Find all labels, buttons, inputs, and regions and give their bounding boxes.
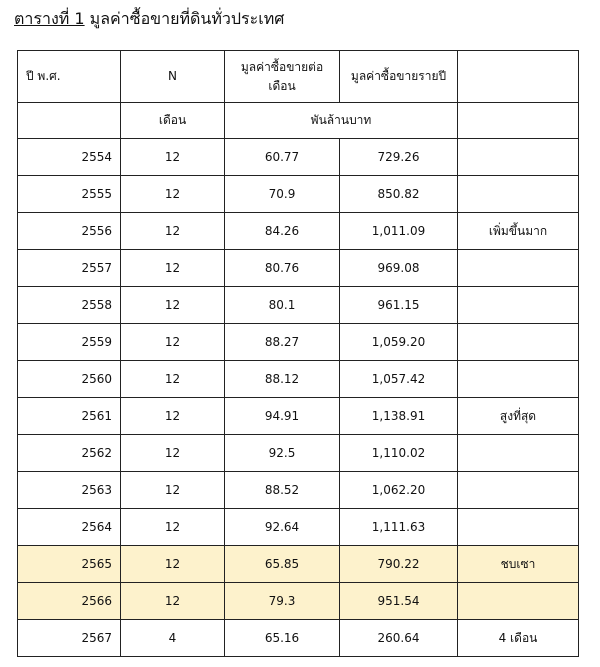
monthly-value-cell: 92.5 [225,435,340,472]
table-row [18,139,579,176]
year-cell: 2557 [18,250,121,287]
monthly-value-cell: 84.26 [225,213,340,250]
land-trade-table [17,50,579,657]
table-row [18,176,579,213]
n-cell: 12 [121,324,225,361]
table-row [18,213,579,250]
n-cell: 12 [121,546,225,583]
n-cell: 12 [121,472,225,509]
n-cell: 12 [121,250,225,287]
table-body [18,51,579,657]
monthly-value-cell: 80.76 [225,250,340,287]
n-cell: 4 [121,620,225,657]
note-cell: 4 เดือน [458,620,579,657]
table-row [18,398,579,435]
note-cell [458,583,579,620]
table-row [18,620,579,657]
annual-value-cell: 969.08 [340,250,458,287]
year-cell: 2564 [18,509,121,546]
table-row [18,287,579,324]
annual-value-cell: 729.26 [340,139,458,176]
annual-value-cell: 1,011.09 [340,213,458,250]
table-row [18,472,579,509]
table-row [18,546,579,583]
note-cell [458,509,579,546]
annual-value-cell: 790.22 [340,546,458,583]
annual-value-cell: 1,057.42 [340,361,458,398]
monthly-value-cell: 65.85 [225,546,340,583]
annual-value-cell: 951.54 [340,583,458,620]
note-cell [458,139,579,176]
year-cell: 2563 [18,472,121,509]
monthly-value-cell: 60.77 [225,139,340,176]
table-title: มูลค่าซื้อขายที่ดินทั่วประเทศ [84,9,285,28]
year-cell: 2558 [18,287,121,324]
year-cell: 2555 [18,176,121,213]
annual-value-cell: 1,062.20 [340,472,458,509]
n-cell: 12 [121,361,225,398]
n-cell: 12 [121,176,225,213]
table-row [18,250,579,287]
note-cell [458,435,579,472]
year-cell: 2565 [18,546,121,583]
monthly-value-cell: 92.64 [225,509,340,546]
year-cell: 2560 [18,361,121,398]
year-cell: 2559 [18,324,121,361]
header-n: N [121,51,225,103]
monthly-value-cell: 80.1 [225,287,340,324]
year-cell: 2556 [18,213,121,250]
monthly-value-cell: 65.16 [225,620,340,657]
table-row [18,324,579,361]
note-cell [458,472,579,509]
note-cell [458,287,579,324]
annual-value-cell: 961.15 [340,287,458,324]
unit-n: เดือน [121,103,225,139]
n-cell: 12 [121,583,225,620]
table-row [18,509,579,546]
header-annual-value: มูลค่าซื้อขายรายปี [340,51,458,103]
n-cell: 12 [121,213,225,250]
annual-value-cell: 1,111.63 [340,509,458,546]
note-cell [458,324,579,361]
n-cell: 12 [121,509,225,546]
table-row [18,583,579,620]
unit-note [458,103,579,139]
note-cell: ชบเซา [458,546,579,583]
monthly-value-cell: 88.52 [225,472,340,509]
header-monthly-value: มูลค่าซื้อขายต่อเดือน [225,51,340,103]
unit-year [18,103,121,139]
table-row [18,361,579,398]
annual-value-cell: 260.64 [340,620,458,657]
note-cell [458,250,579,287]
year-cell: 2566 [18,583,121,620]
table-row [18,435,579,472]
n-cell: 12 [121,287,225,324]
monthly-value-cell: 88.27 [225,324,340,361]
annual-value-cell: 1,138.91 [340,398,458,435]
table-caption [14,8,284,30]
monthly-value-cell: 70.9 [225,176,340,213]
year-cell: 2562 [18,435,121,472]
unit-row [18,103,579,139]
header-year: ปี พ.ศ. [18,51,121,103]
note-cell [458,176,579,213]
annual-value-cell: 1,110.02 [340,435,458,472]
note-cell [458,361,579,398]
monthly-value-cell: 88.12 [225,361,340,398]
n-cell: 12 [121,139,225,176]
header-note [458,51,579,103]
monthly-value-cell: 94.91 [225,398,340,435]
n-cell: 12 [121,398,225,435]
header-row [18,51,579,103]
n-cell: 12 [121,435,225,472]
year-cell: 2567 [18,620,121,657]
annual-value-cell: 850.82 [340,176,458,213]
year-cell: 2554 [18,139,121,176]
annual-value-cell: 1,059.20 [340,324,458,361]
note-cell: สูงที่สุด [458,398,579,435]
table-number: ตารางที่ 1 [14,9,85,28]
note-cell: เพิ่มขึ้นมาก [458,213,579,250]
unit-value: พันล้านบาท [225,103,458,139]
monthly-value-cell: 79.3 [225,583,340,620]
year-cell: 2561 [18,398,121,435]
